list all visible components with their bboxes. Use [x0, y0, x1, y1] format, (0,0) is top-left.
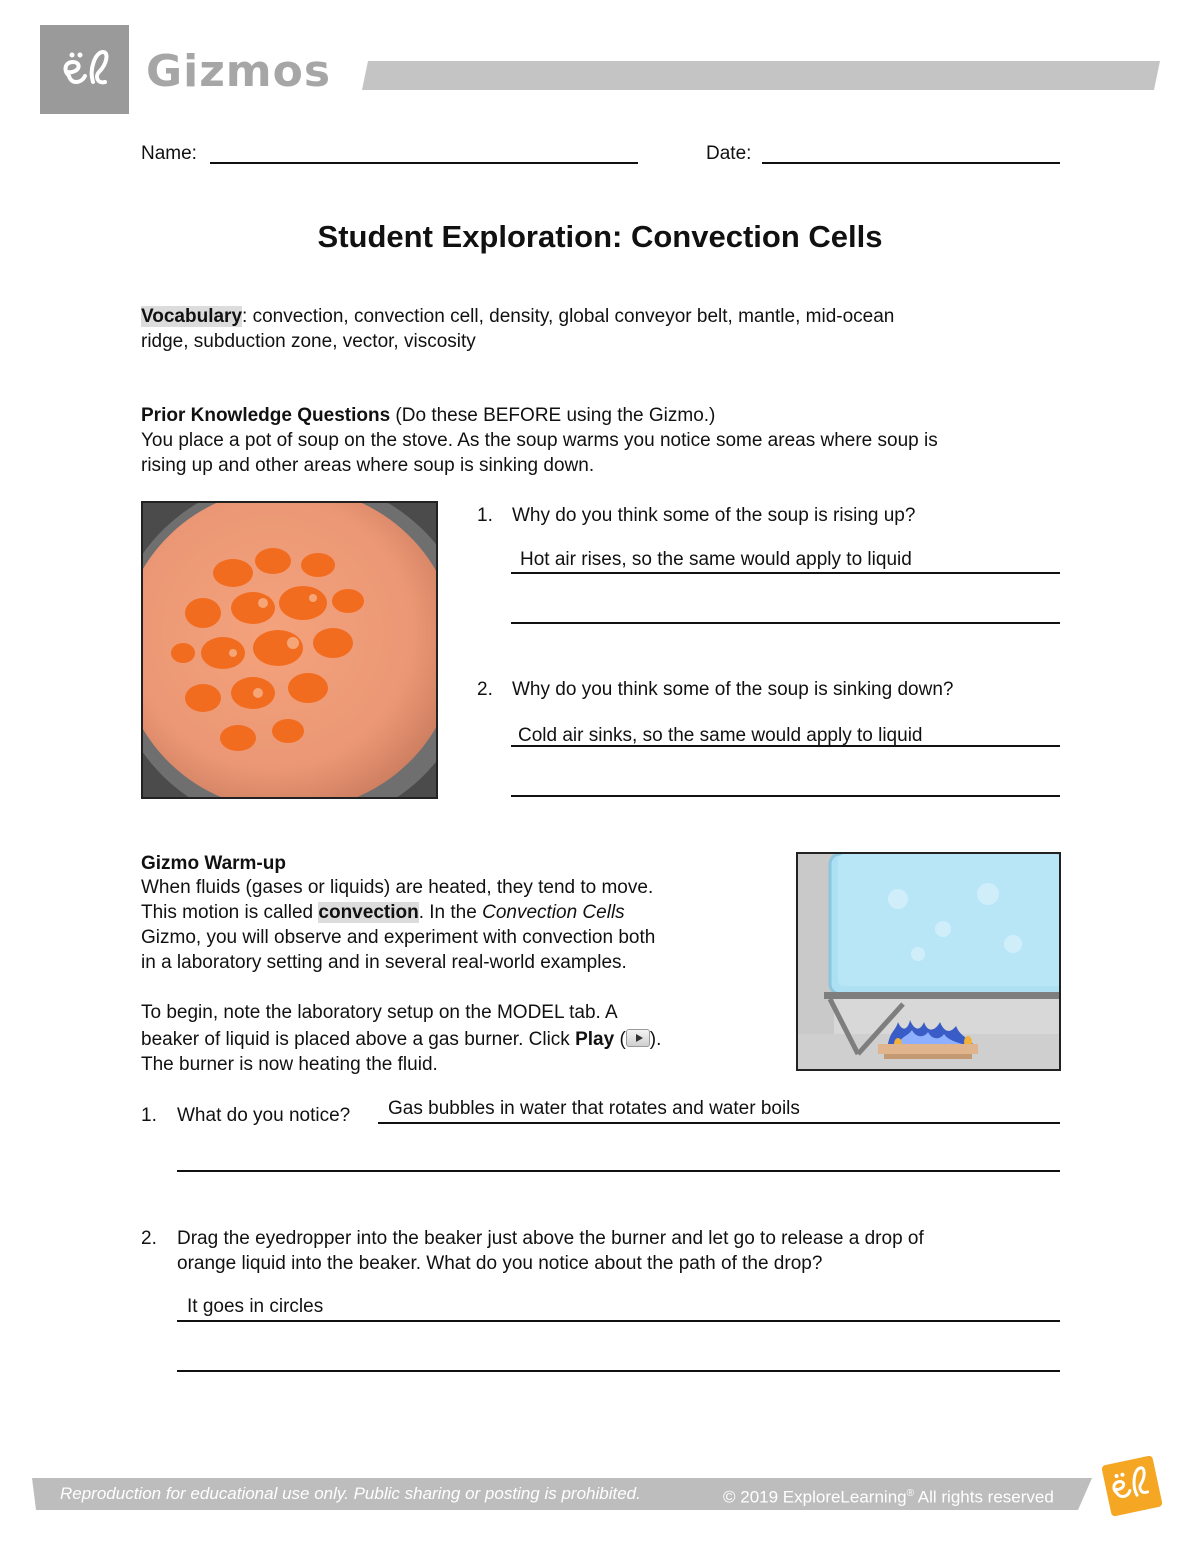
prior-q2-answer-line1	[511, 745, 1060, 747]
soup-pot-photo	[141, 501, 438, 799]
prior-q1-number: 1.	[477, 505, 493, 526]
prior-q2-text: Why do you think some of the soup is sinking down?	[512, 679, 954, 700]
warmup-p2-line2-d: ).	[649, 1029, 662, 1050]
play-icon	[626, 1029, 650, 1047]
explorelearning-logo	[40, 25, 129, 114]
warmup-p1-line1: When fluids (gases or liquids) are heated, they tend to move.	[141, 877, 654, 898]
footer-disclaimer: Reproduction for educational use only. Public sharing or posting is prohibited.	[60, 1484, 641, 1503]
warmup-p2-line2-a: beaker of liquid is placed above a gas burner. Click	[141, 1029, 576, 1050]
warmup-p2-line2	[141, 1027, 661, 1052]
footer-copyright-text: © 2019 ExploreLearning	[723, 1487, 907, 1507]
warmup-q1-number: 1.	[141, 1105, 157, 1126]
beaker-on-gas-burner-illustration	[796, 852, 1061, 1071]
date-label: Date:	[706, 143, 752, 164]
explorelearning-footer-logo-icon	[1098, 1452, 1166, 1520]
prior-q1-answer-line1	[511, 572, 1060, 574]
vocabulary-line1	[141, 304, 894, 329]
gizmo-name: Convection Cells	[482, 902, 625, 923]
prior-q2-number: 2.	[477, 679, 493, 700]
warmup-p1-line2-c: . In the	[418, 902, 483, 923]
prior-q1-answer-line2[interactable]	[511, 622, 1060, 624]
convection-term: convection	[318, 902, 419, 923]
prior-heading-line	[141, 403, 715, 428]
warmup-p1-line3: Gizmo, you will observe and experiment with convection both	[141, 927, 656, 948]
prior-intro-line2: rising up and other areas where soup is sinking down.	[141, 455, 595, 476]
warmup-q2-answer-line1	[177, 1320, 1060, 1322]
warmup-q2-answer[interactable]: It goes in circles	[187, 1296, 324, 1317]
prior-q2-answer[interactable]: Cold air sinks, so the same would apply to liquid	[518, 725, 923, 746]
prior-q2-answer-line2[interactable]	[511, 795, 1060, 797]
warmup-heading: Gizmo Warm-up	[141, 853, 286, 874]
warmup-p2-line1: To begin, note the laboratory setup on the MODEL tab. A	[141, 1002, 618, 1023]
prior-heading: Prior Knowledge Questions	[141, 405, 391, 426]
warmup-q2-text-line1: Drag the eyedropper into the beaker just above the burner and let go to release a drop of	[177, 1228, 924, 1249]
warmup-q1-answer-line2[interactable]	[177, 1170, 1060, 1172]
warmup-q1-answer-line1	[378, 1122, 1060, 1124]
play-label: Play	[575, 1029, 615, 1050]
explorelearning-el-logo-icon	[55, 40, 115, 100]
warmup-p2-line2-c: (	[614, 1029, 626, 1050]
warmup-p1-line2	[141, 900, 625, 925]
prior-heading-note: (Do these BEFORE using the Gizmo.)	[390, 405, 716, 426]
prior-intro-line1: You place a pot of soup on the stove. As the soup warms you notice some areas where soup is	[141, 430, 938, 451]
warmup-p1-line4: in a laboratory setting and in several real-world examples.	[141, 952, 627, 973]
header-bar	[362, 61, 1160, 90]
footer-rights-text: All rights reserved	[913, 1487, 1054, 1507]
warmup-q2-answer-line2[interactable]	[177, 1370, 1060, 1372]
brand-title: Gizmos	[146, 46, 332, 97]
vocabulary-label: Vocabulary	[141, 306, 243, 327]
warmup-q2-text-line2: orange liquid into the beaker. What do you notice about the path of the drop?	[177, 1253, 823, 1274]
warmup-q1-answer[interactable]: Gas bubbles in water that rotates and water boils	[388, 1098, 800, 1119]
warmup-p2-line3: The burner is now heating the fluid.	[141, 1054, 438, 1075]
vocabulary-text-line2: ridge, subduction zone, vector, viscosity	[141, 331, 476, 352]
footer-copyright	[723, 1483, 1054, 1509]
name-field[interactable]	[210, 140, 638, 164]
name-label: Name:	[141, 143, 197, 164]
page-title: Student Exploration: Convection Cells	[317, 219, 883, 254]
warmup-p1-line2-a: This motion is called	[141, 902, 319, 923]
vocabulary-text-line1: : convection, convection cell, density, global conveyor belt, mantle, mid-ocean	[242, 306, 895, 327]
warmup-q2-number: 2.	[141, 1228, 157, 1249]
warmup-q1-text: What do you notice?	[177, 1105, 351, 1126]
date-field[interactable]	[762, 140, 1060, 164]
prior-q1-text: Why do you think some of the soup is rising up?	[512, 505, 916, 526]
prior-q1-answer[interactable]: Hot air rises, so the same would apply to liquid	[520, 549, 912, 570]
registered-mark: ®	[906, 1488, 914, 1499]
